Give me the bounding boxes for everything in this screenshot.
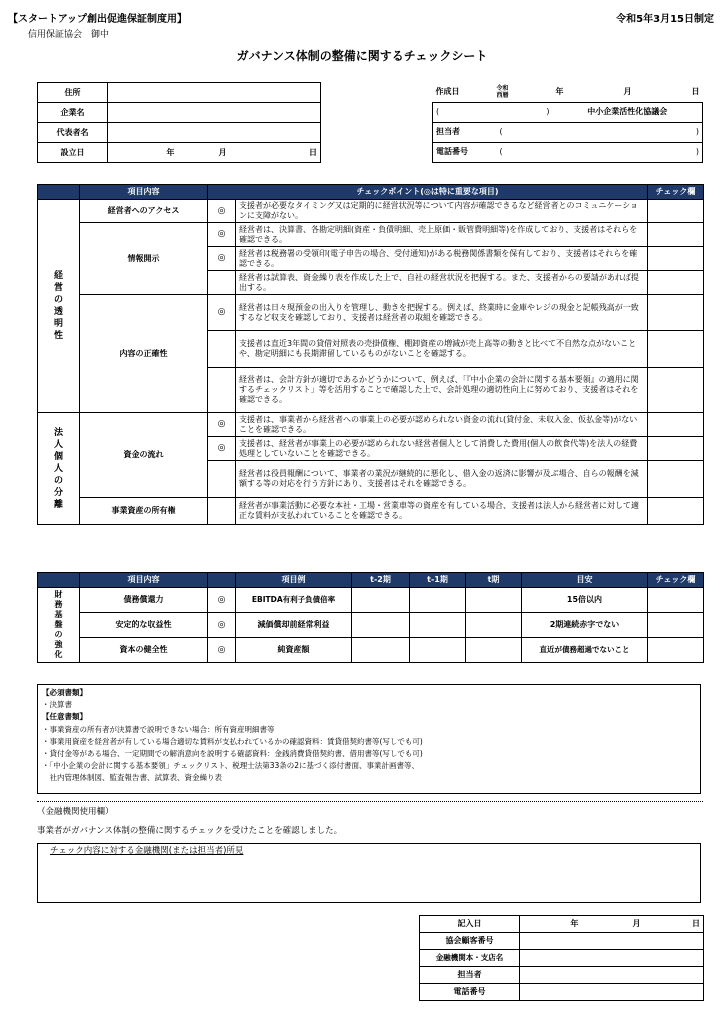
importance-mark	[208, 368, 236, 413]
address-label: 住所	[38, 83, 108, 103]
entry-date-label: 記入日	[420, 916, 520, 933]
company-name-field[interactable]	[108, 103, 321, 123]
importance-mark: ◎	[208, 200, 236, 223]
t-cell[interactable]	[466, 613, 522, 638]
item-label: 安定的な収益性	[80, 613, 208, 638]
importance-mark	[208, 271, 236, 295]
table-row	[38, 413, 704, 437]
org-paren-open: (	[433, 102, 483, 122]
address-row	[38, 83, 321, 103]
created-date-label: 作成日	[435, 87, 460, 97]
check-cell[interactable]	[648, 638, 704, 663]
table-row	[38, 613, 704, 638]
docs-line: ・決算書	[42, 700, 72, 710]
org-name: 中小企業活性化協議会	[553, 102, 703, 122]
check-cell[interactable]	[648, 247, 704, 271]
table-row	[38, 498, 704, 525]
bank-branch-row	[420, 950, 704, 967]
bank-section-label: （金融機関使用欄）	[37, 807, 114, 817]
importance-mark: ◎	[208, 295, 236, 331]
t-cell[interactable]	[466, 588, 522, 613]
target-label: 2期連続赤字でない	[522, 613, 648, 638]
check-cell[interactable]	[648, 498, 704, 525]
importance-mark: ◎	[208, 588, 236, 613]
header-item: 項目内容	[80, 185, 208, 200]
check-cell[interactable]	[648, 437, 704, 461]
check-cell[interactable]	[648, 200, 704, 223]
address-field[interactable]	[108, 83, 321, 103]
docs-line: ・事業資産の所有者が決算書で説明できない場合：所有資産明細書等	[42, 724, 275, 734]
person-paren-close: )	[695, 127, 699, 137]
t-1-cell[interactable]	[410, 588, 466, 613]
docs-line: ・貸付金等がある場合、一定期間での解消意向を説明する確認資料：金銭消費貸借契約書、借用書等(写しでも可)	[42, 749, 423, 759]
applicant-info-table	[37, 82, 321, 163]
item-label: 資金の流れ	[80, 413, 208, 498]
header-check: チェック欄	[648, 185, 704, 200]
section-divider	[37, 801, 703, 802]
bank-person-field[interactable]	[520, 967, 704, 984]
checkpoint-text: 経営者は、決算書、各勘定明細(資産・負債明細、売上原価・販管費明細等)を作成しており、支援者はそれらを確認できる。	[236, 223, 648, 247]
bank-confirm-text: 事業者がガバナンス体制の整備に関するチェックを受けたことを確認しました。	[37, 826, 343, 836]
item-label: 資本の健全性	[80, 638, 208, 663]
example-label: EBITDA有利子負債倍率	[236, 588, 352, 613]
docs-line: ・事業用資産を経営者が有している場合適切な賃料が支払われているかの確認資料：賃貸借契約書等(写しでも可)	[42, 736, 423, 746]
group-separation: 法人個人の分離	[38, 413, 80, 525]
person-row	[433, 122, 703, 142]
org-paren-close: )	[483, 102, 553, 122]
entry-day[interactable]: 日	[644, 916, 704, 933]
bank-phone-row	[420, 984, 704, 1001]
importance-mark: ◎	[208, 638, 236, 663]
t-2-cell[interactable]	[352, 613, 410, 638]
person-field[interactable]	[483, 122, 703, 142]
check-cell[interactable]	[648, 613, 704, 638]
importance-mark: ◎	[208, 437, 236, 461]
checkpoint-text: 経営者が事業活動に必要な本社・工場・営業車等の資産を有している場合、支援者は法人から経営者に対して適正な賃料が支払われていることを確認できる。	[236, 498, 648, 525]
phone-field[interactable]	[483, 142, 703, 162]
entry-date-row	[420, 916, 704, 933]
established-month[interactable]: 月	[178, 143, 230, 163]
t-2-cell[interactable]	[352, 638, 410, 663]
group-financial: 財務基盤の強化	[38, 588, 80, 663]
entry-month[interactable]: 月	[582, 916, 644, 933]
table-row	[38, 588, 704, 613]
phone-label: 電話番号	[433, 142, 483, 162]
importance-mark	[208, 331, 236, 368]
example-label: 減価償却前経常利益	[236, 613, 352, 638]
checkpoint-text: 経営者は税務署の受領印(電子申告の場合、受付通知)がある税務関係書類を保有しており、支援者はそれらを確認できる。	[236, 247, 648, 271]
era-selector[interactable]	[483, 82, 523, 102]
table-row	[38, 295, 704, 331]
org-row	[433, 102, 703, 122]
check-cell[interactable]	[648, 413, 704, 437]
recipient: 信用保証協会 御中	[28, 30, 110, 40]
bank-footer-table	[419, 915, 704, 1001]
header-item: 項目内容	[80, 573, 208, 588]
checkpoint-text: 経営者は日々現預金の出入りを管理し、動きを把握する。例えば、終業時に金庫やレジの現金と記帳残高が一致するなど収支を確認しており、支援者は経営者の取組を確認できる。	[236, 295, 648, 331]
item-label: 経営者へのアクセス	[80, 200, 208, 223]
bank-phone-field[interactable]	[520, 984, 704, 1001]
checkpoint-text: 支援者が必要なタイミング又は定期的に経営状況等について内容が確認できるなど経営者とのコミュニケーションに支障がない。	[236, 200, 648, 223]
importance-mark	[208, 461, 236, 498]
group-transparency: 経営の透明性	[38, 200, 80, 413]
header-target: 目安	[522, 573, 648, 588]
check-cell[interactable]	[648, 223, 704, 247]
representative-label: 代表者名	[38, 123, 108, 143]
item-label: 債務償還力	[80, 588, 208, 613]
docs-line: 【任意書類】	[42, 712, 87, 722]
established-date: 令和5年3月15日制定	[616, 14, 714, 25]
check-cell[interactable]	[648, 588, 704, 613]
representative-row	[38, 123, 321, 143]
checkpoint-text: 経営者は試算表、資金繰り表を作成した上で、自社の経営状況を把握する。また、支援者からの要請があれば提出する。	[236, 271, 648, 295]
check-cell[interactable]	[648, 461, 704, 498]
header-t: t期	[466, 573, 522, 588]
t-1-cell[interactable]	[410, 638, 466, 663]
phone-row	[433, 142, 703, 162]
item-label: 事業資産の所有権	[80, 498, 208, 525]
t-2-cell[interactable]	[352, 588, 410, 613]
person-paren-open: (	[499, 127, 503, 137]
bank-branch-label: 金融機関本・支店名	[420, 950, 520, 967]
table-row	[38, 638, 704, 663]
creator-info-table	[432, 82, 703, 163]
bank-branch-field[interactable]	[520, 950, 704, 967]
table-row	[38, 200, 704, 223]
checkpoint-text: 支援者は直近3年間の貸借対照表の売掛債権、棚卸資産の増減が売上高等の動きと比べて不自然な点がないことや、勘定明細にも長期滞留しているものがないことを確認する。	[236, 331, 648, 368]
importance-mark: ◎	[208, 247, 236, 271]
created-date-row	[433, 82, 703, 102]
bank-person-label: 担当者	[420, 967, 520, 984]
bank-person-row	[420, 967, 704, 984]
established-day[interactable]: 日	[230, 143, 321, 163]
checkpoint-text: 支援者は、経営者が事業上の必要が認められない経営者個人として消費した費用(個人の飲食代等)を法人の経費処理としていないことを確認できる。	[236, 437, 648, 461]
created-year[interactable]: 年	[555, 87, 564, 97]
example-label: 純資産額	[236, 638, 352, 663]
representative-field[interactable]	[108, 123, 321, 143]
phone-paren-open: (	[499, 147, 503, 157]
financial-table	[37, 572, 704, 663]
importance-mark: ◎	[208, 413, 236, 437]
client-no-field[interactable]	[520, 933, 704, 950]
check-cell[interactable]	[648, 368, 704, 413]
era-seireki: 西暦	[496, 91, 509, 99]
target-label: 15倍以内	[522, 588, 648, 613]
phone-paren-close: )	[695, 147, 699, 157]
header-checkpoint: チェックポイント(◎は特に重要な項目)	[208, 185, 648, 200]
company-row	[38, 103, 321, 123]
importance-mark	[208, 498, 236, 525]
checkpoint-text: 経営者は、会計方針が適切であるかどうかについて、例えば、「『中小企業の会計に関する基本要領』の適用に関するチェックリスト」等を活用することで確認した上で、会計処理の適切性向上に努めており、支援者はそれを確認できる。	[236, 368, 648, 413]
item-label: 情報開示	[80, 223, 208, 295]
checkpoint-header-row	[38, 185, 704, 200]
t-cell[interactable]	[466, 638, 522, 663]
check-cell[interactable]	[648, 331, 704, 368]
check-cell[interactable]	[648, 295, 704, 331]
client-no-label: 協会顧客番号	[420, 933, 520, 950]
checkpoint-table	[37, 184, 704, 525]
target-label: 直近が債務超過でないこと	[522, 638, 648, 663]
company-name-label: 企業名	[38, 103, 108, 123]
page-title: ガバナンス体制の整備に関するチェックシート	[236, 49, 488, 63]
header-check: チェック欄	[648, 573, 704, 588]
header-t-1: t-1期	[410, 573, 466, 588]
established-label: 設立日	[38, 143, 108, 163]
check-cell[interactable]	[648, 271, 704, 295]
item-label: 内容の正確性	[80, 295, 208, 413]
checkpoint-text: 経営者は役員報酬について、事業者の業況が継続的に悪化し、借入金の返済に影響が及ぶ場合、自らの報酬を減額する等の対応を行う方針にあり、支援者はそれを確認できる。	[236, 461, 648, 498]
importance-mark: ◎	[208, 223, 236, 247]
entry-year[interactable]: 年	[520, 916, 582, 933]
established-year[interactable]: 年	[108, 143, 178, 163]
importance-mark: ◎	[208, 613, 236, 638]
checkpoint-text: 支援者は、事業者から経営者への事業上の必要が認められない資金の流れ(貸付金、未収入金、仮払金等)がないことを確認できる。	[236, 413, 648, 437]
docs-line: 【必須書類】	[42, 688, 87, 697]
client-no-row	[420, 933, 704, 950]
bank-opinion-box[interactable]	[37, 843, 701, 903]
header-t-2: t-2期	[352, 573, 410, 588]
established-row	[38, 143, 321, 163]
required-documents-box	[37, 684, 701, 794]
t-1-cell[interactable]	[410, 613, 466, 638]
bank-phone-label: 電話番号	[420, 984, 520, 1001]
created-day[interactable]: 日	[691, 87, 700, 97]
person-label: 担当者	[433, 122, 483, 142]
era-reiwa: 令和	[496, 84, 509, 92]
docs-line: ・「中小企業の会計に関する基本要領」チェックリスト、税理士法第33条の2に基づく添付書面、事業計画書等、	[42, 761, 420, 771]
bank-opinion-label: チェック内容に対する金融機関(または担当者)所見	[50, 846, 244, 856]
financial-header-row	[38, 573, 704, 588]
created-month[interactable]: 月	[623, 87, 632, 97]
header-example: 項目例	[236, 573, 352, 588]
form-category-title: 【スタートアップ創出促進保証制度用】	[8, 14, 187, 25]
docs-line: 社内管理体制図、監査報告書、試算表、資金繰り表	[42, 773, 222, 783]
table-row	[38, 223, 704, 247]
